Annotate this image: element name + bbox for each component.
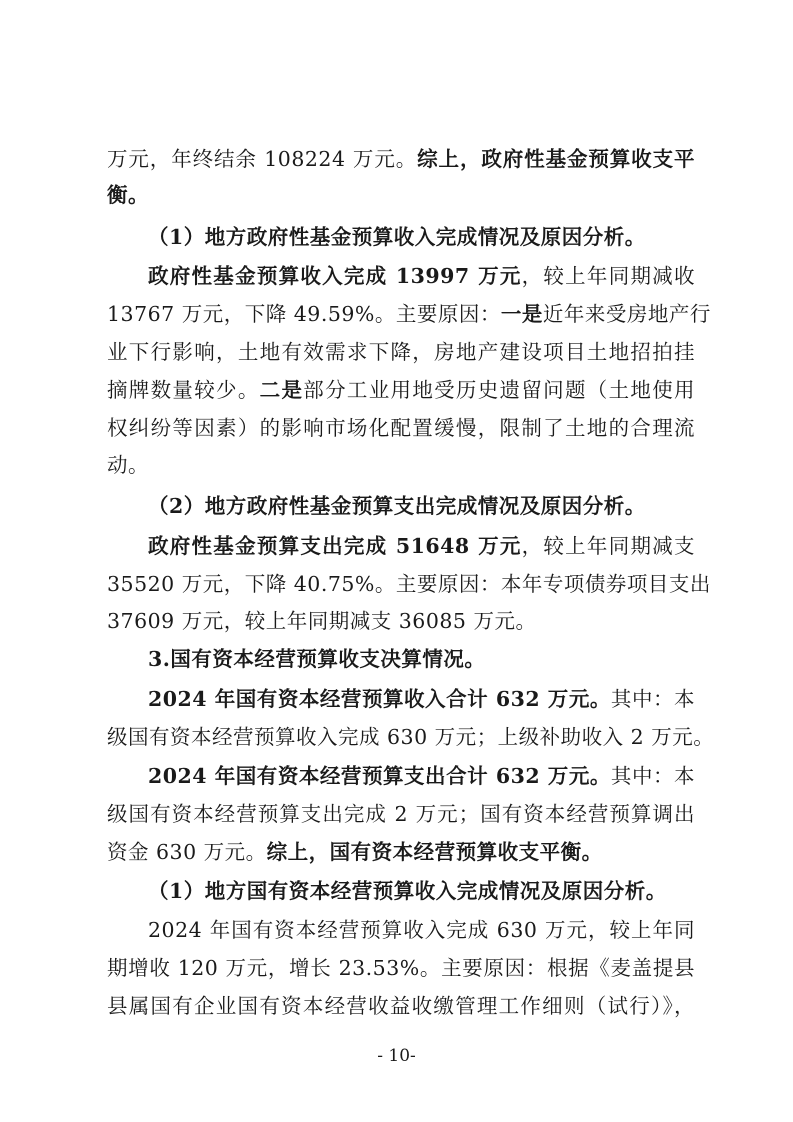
paragraph-line bbox=[107, 718, 715, 756]
bold-text-run: 综上，政府性基金预算收支平 bbox=[417, 147, 695, 171]
paragraph-line bbox=[107, 409, 695, 447]
text-run: 其中：本 bbox=[610, 687, 696, 711]
paragraph-line bbox=[148, 911, 695, 949]
section-heading bbox=[148, 640, 736, 678]
paragraph-line bbox=[107, 176, 695, 214]
section-heading bbox=[148, 487, 736, 525]
text-run: 期增收 120 万元，增长 23.53%。主要原因：根据《麦盖提县 bbox=[107, 956, 695, 980]
bold-text-run: 衡。 bbox=[107, 183, 149, 207]
bold-text-run: 一是 bbox=[500, 302, 543, 326]
heading-text: 3.国有资本经营预算收支决算情况。 bbox=[148, 647, 486, 671]
bold-text-run: 二是 bbox=[259, 378, 304, 402]
paragraph-line bbox=[148, 527, 695, 565]
section-heading bbox=[148, 872, 736, 910]
page-number: - 10- bbox=[377, 1046, 416, 1066]
paragraph-line bbox=[107, 987, 695, 1025]
text-run: ，较上年同期减收 bbox=[521, 264, 696, 288]
text-run: 万元，年终结余 108224 万元。 bbox=[107, 147, 418, 171]
paragraph-line bbox=[148, 757, 695, 795]
text-run: ，较上年同期减支 bbox=[521, 534, 696, 558]
bold-text-run: 政府性基金预算收入完成 13997 万元 bbox=[148, 264, 522, 288]
text-run: 其中：本 bbox=[610, 764, 696, 788]
paragraph-line bbox=[107, 795, 695, 833]
paragraph-line bbox=[107, 371, 695, 409]
bold-text-run: 政府性基金预算支出完成 51648 万元 bbox=[148, 534, 522, 558]
text-run: 级国有资本经营预算收入完成 630 万元；上级补助收入 2 万元。 bbox=[107, 725, 715, 749]
text-run: 级国有资本经营预算支出完成 2 万元；国有资本经营预算调出 bbox=[107, 802, 695, 826]
paragraph-line bbox=[107, 295, 711, 333]
text-run: 权纠纷等因素）的影响市场化配置缓慢，限制了土地的合理流 bbox=[107, 416, 695, 440]
text-run: 摘牌数量较少。 bbox=[107, 378, 260, 402]
text-run: 动。 bbox=[107, 453, 149, 477]
text-run: 2024 年国有资本经营预算收入完成 630 万元，较上年同 bbox=[148, 918, 695, 942]
text-run: 35520 万元，下降 40.75%。主要原因：本年专项债券项目支出 bbox=[107, 572, 711, 596]
paragraph-line bbox=[107, 140, 695, 178]
paragraph-line bbox=[107, 949, 695, 987]
paragraph-line bbox=[148, 257, 695, 295]
heading-text: （1）地方政府性基金预算收入完成情况及原因分析。 bbox=[148, 225, 646, 249]
text-run: 业下行影响，土地有效需求下降，房地产建设项目土地招拍挂 bbox=[107, 340, 695, 364]
heading-text: （2）地方政府性基金预算支出完成情况及原因分析。 bbox=[148, 494, 646, 518]
paragraph-line bbox=[107, 565, 711, 603]
heading-text: （1）地方国有资本经营预算收入完成情况及原因分析。 bbox=[148, 879, 667, 903]
bold-text-run: 2024 年国有资本经营预算收入合计 632 万元。 bbox=[148, 687, 611, 711]
section-heading bbox=[148, 218, 736, 256]
paragraph-line bbox=[107, 446, 695, 484]
text-run: 县属国有企业国有资本经营收益收缴管理工作细则（试行）》， bbox=[107, 994, 695, 1018]
text-run: 部分工业用地受历史遗留问题（土地使用 bbox=[303, 378, 696, 402]
text-run: 近年来受房地产行 bbox=[542, 302, 711, 326]
text-run: 13767 万元，下降 49.59%。主要原因： bbox=[107, 302, 501, 326]
paragraph-line bbox=[148, 680, 695, 718]
paragraph-line bbox=[107, 833, 695, 871]
paragraph-line bbox=[107, 602, 695, 640]
paragraph-line bbox=[107, 333, 695, 371]
bold-text-run: 2024 年国有资本经营预算支出合计 632 万元。 bbox=[148, 764, 611, 788]
text-run: 37609 万元，较上年同期减支 36085 万元。 bbox=[107, 609, 537, 633]
text-run: 资金 630 万元。 bbox=[107, 840, 267, 864]
bold-text-run: 综上，国有资本经营预算收支平衡。 bbox=[266, 840, 603, 864]
